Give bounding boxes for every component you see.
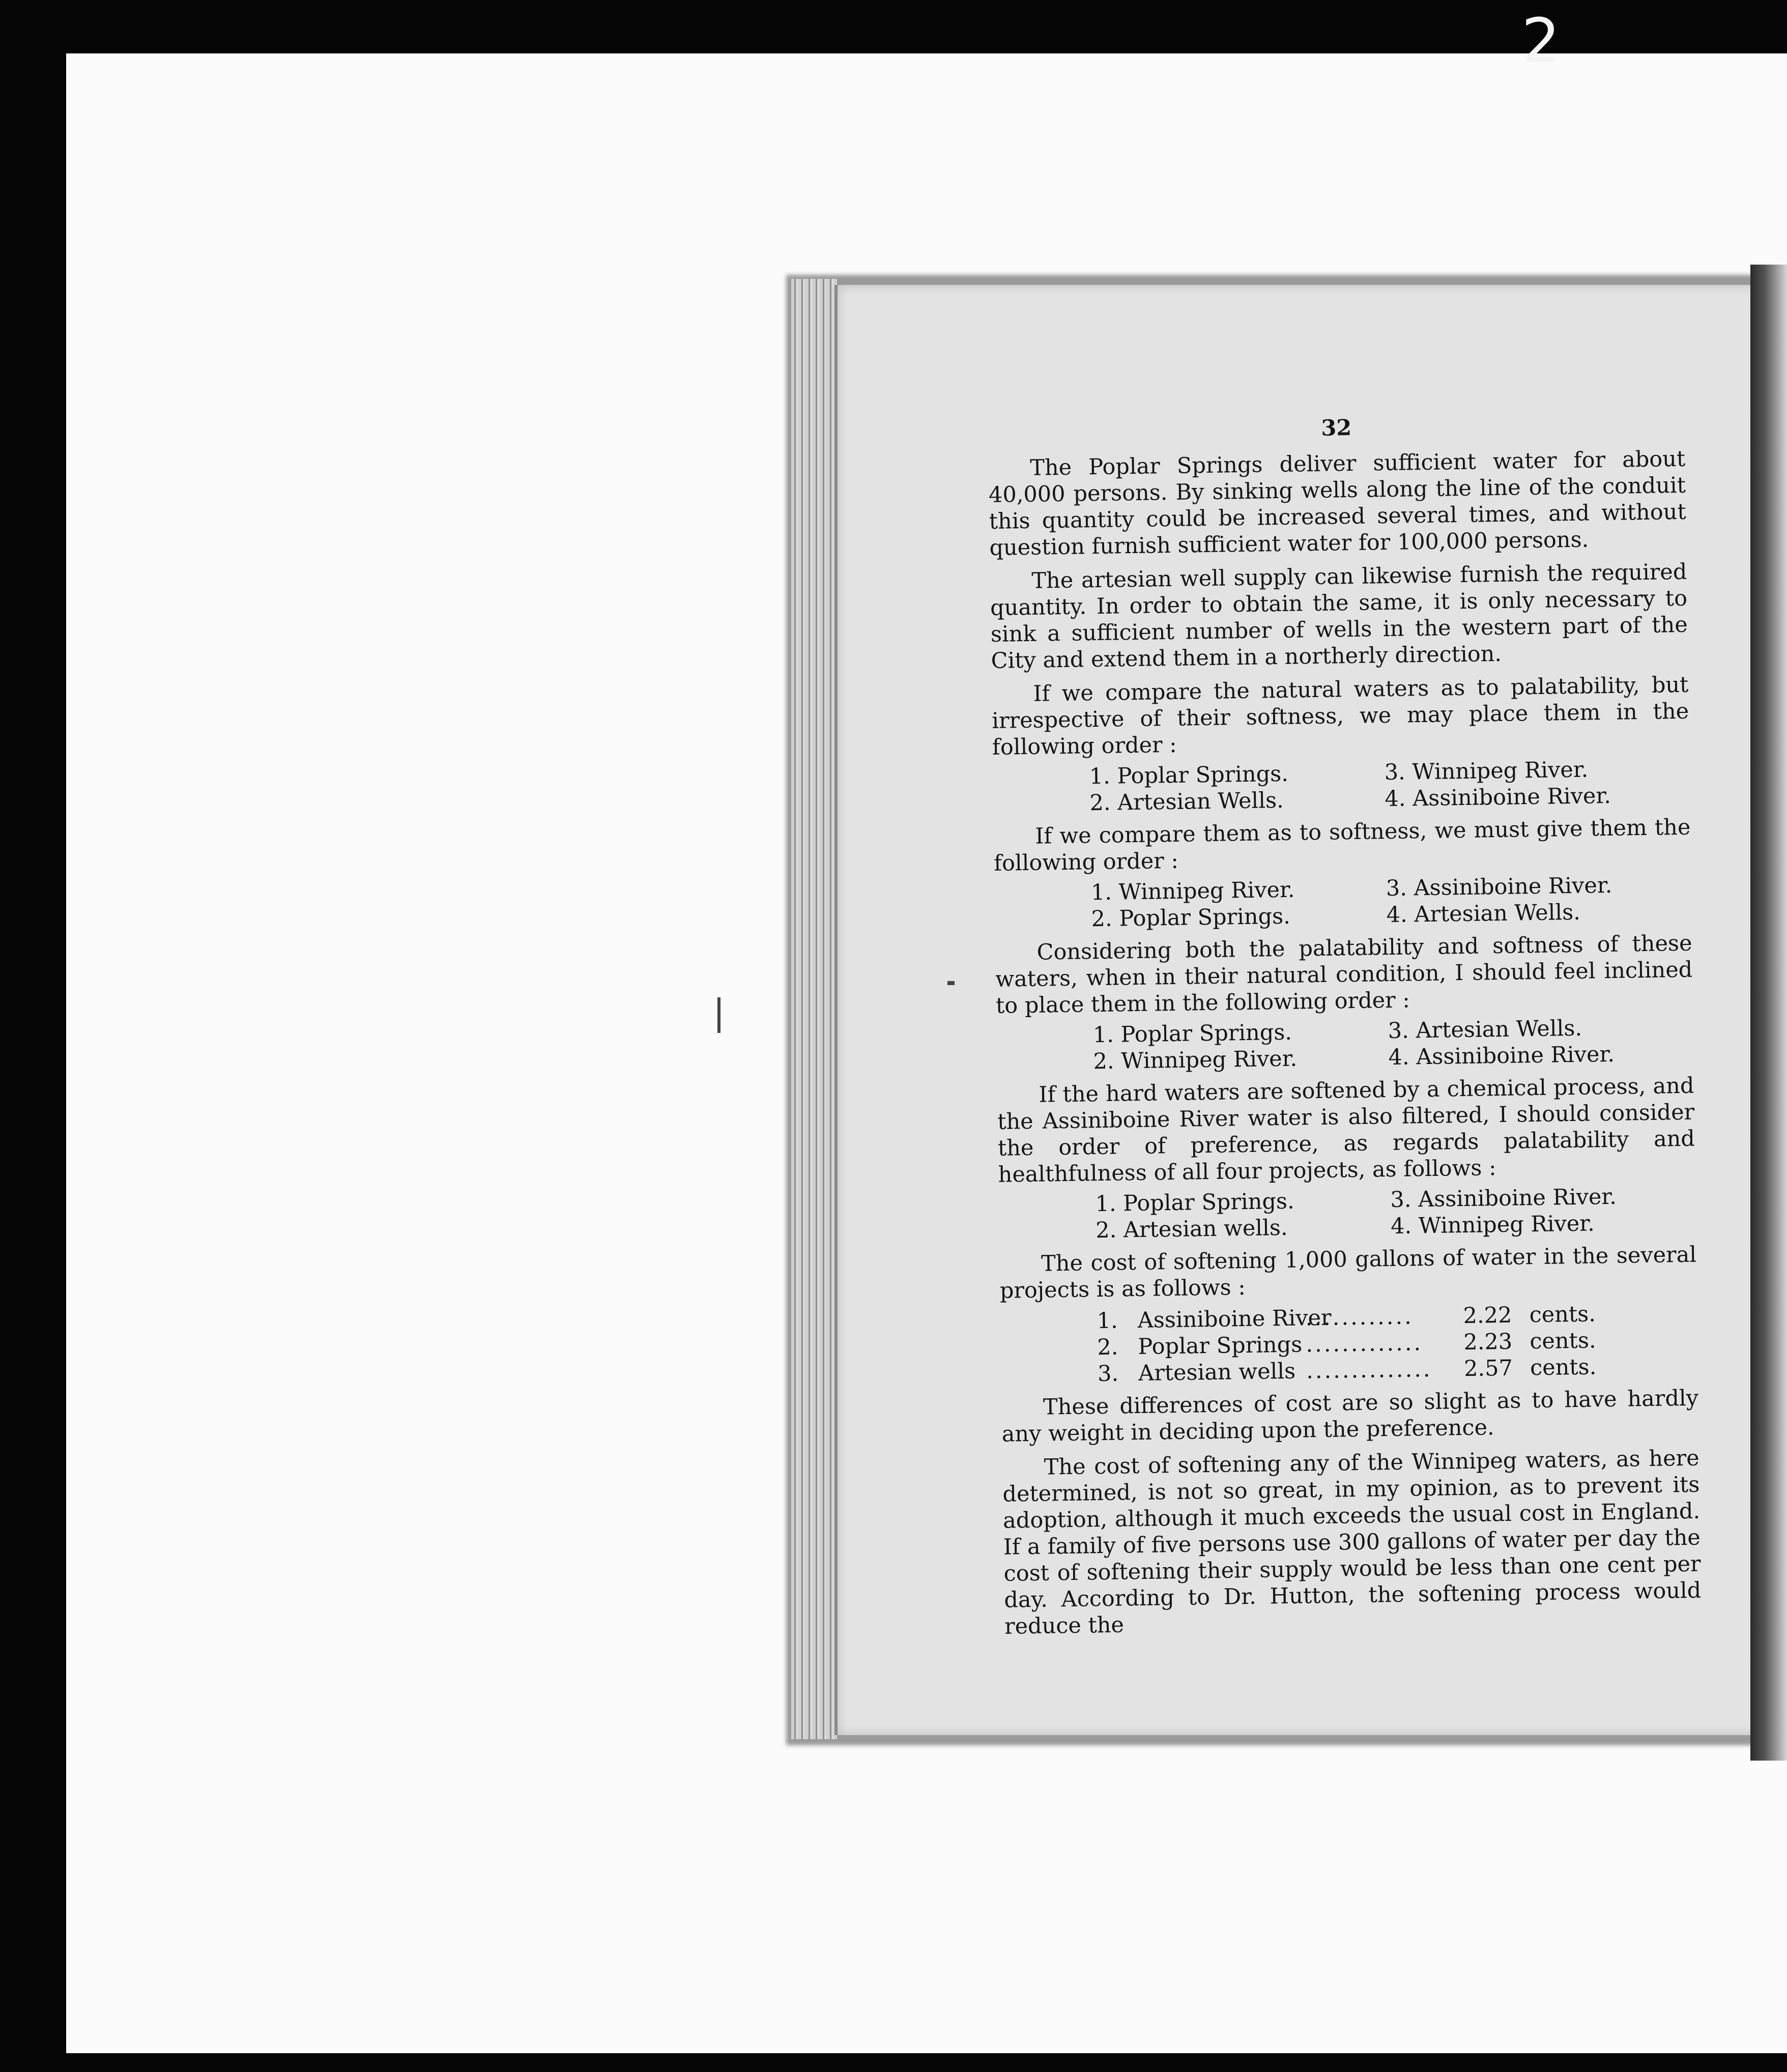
cost-number: 2. <box>1097 1334 1118 1361</box>
paragraph: The artesian well supply can likewise furnish the required quantity. In order to obtain the same, it is only necessary to sink a sufficient number of wells in the western part of the City and extend them in a northerly direction. <box>990 559 1688 674</box>
page-text-block <box>988 410 1702 1647</box>
scan-speck <box>947 981 955 985</box>
page-number: 32 <box>1321 415 1352 441</box>
palatability-order-list <box>1089 755 1690 816</box>
frame-mark: 2 <box>1521 6 1561 77</box>
cost-value: 2.23 <box>1463 1329 1513 1356</box>
cost-source: Poplar Springs <box>1138 1332 1303 1360</box>
cost-number: 3. <box>1097 1361 1119 1387</box>
cost-value: 2.57 <box>1463 1355 1513 1382</box>
leader-dots: ............ <box>1305 1304 1414 1331</box>
paragraph: These differences of cost are so slight as to have hardly any weight in deciding upon the preference. <box>1001 1385 1699 1447</box>
cost-source: Assiniboine River <box>1137 1305 1332 1334</box>
list-item: 3. Assiniboine River. <box>1386 872 1612 902</box>
cost-unit: cents. <box>1530 1328 1596 1355</box>
paragraph: If we compare the natural waters as to palatability, but irrespective of their softness, we may place them in the following order : <box>991 672 1689 760</box>
softened-order-list <box>1095 1183 1696 1244</box>
list-item: 2. Artesian wells. <box>1095 1215 1288 1244</box>
combined-order-list <box>1093 1014 1694 1075</box>
list-item: 2. Poplar Springs. <box>1091 903 1291 932</box>
list-item: 1. Poplar Springs. <box>1095 1188 1295 1217</box>
list-item: 3. Assiniboine River. <box>1390 1184 1617 1213</box>
cost-source: Artesian wells <box>1138 1358 1296 1387</box>
list-item: 1. Poplar Springs. <box>1092 1019 1292 1048</box>
list-item: 4. Assiniboine River. <box>1385 783 1611 812</box>
list-item: 1. Winnipeg River. <box>1090 877 1295 906</box>
list-item: 1. Poplar Springs. <box>1089 761 1289 790</box>
softening-cost-list <box>1097 1300 1698 1387</box>
paragraph: The cost of softening any of the Winnipeg waters, as here determined, is not so great, in my opinion, as to prevent its adoption, although it much exceeds the usual cost in England. If a family of five persons use 300 gallons of water per day the cost of softening their supply would be less than one cent per day. According to Dr. Hutton, the softening process would reduce the <box>1002 1445 1702 1639</box>
list-item: 4. Artesian Wells. <box>1386 899 1581 928</box>
cost-unit: cents. <box>1529 1301 1596 1328</box>
list-item: 3. Artesian Wells. <box>1388 1015 1582 1044</box>
leader-dots: ............. <box>1306 1330 1423 1358</box>
paragraph: If we compare them as to softness, we must give them the following order : <box>993 814 1691 876</box>
facing-page-edge <box>1750 265 1787 1761</box>
cost-number: 1. <box>1097 1308 1118 1334</box>
book-page <box>834 285 1774 1735</box>
list-item: 4. Assiniboine River. <box>1388 1041 1615 1071</box>
paragraph: The Poplar Springs deliver sufficient water for about 40,000 persons. By sinking wells along the line of the conduit this quantity could be increased several times, and without question furnish sufficient water for 100,000 persons. <box>988 446 1687 561</box>
cost-value: 2.22 <box>1463 1302 1512 1329</box>
softness-order-list <box>1091 871 1692 932</box>
list-item: 2. Winnipeg River. <box>1093 1046 1298 1075</box>
list-item: 2. Artesian Wells. <box>1089 787 1284 816</box>
leader-dots: .............. <box>1306 1356 1432 1384</box>
paragraph: Considering both the palatability and softness of these waters, when in their natural condition, I should feel inclined to place them in the following order : <box>995 930 1693 1019</box>
list-item: 4. Winnipeg River. <box>1390 1211 1595 1240</box>
paragraph: The cost of softening 1,000 gallons of water in the several projects is as follows : <box>999 1242 1697 1304</box>
cost-unit: cents. <box>1530 1354 1597 1381</box>
list-item: 3. Winnipeg River. <box>1384 757 1589 786</box>
scan-speck <box>717 997 720 1033</box>
page-stack-edges <box>791 279 837 1739</box>
paragraph: If the hard waters are softened by a chemical process, and the Assiniboine River water is also filtered, I should consider the order of preference, as regards palatability and healthfulness of all four projects, as follows : <box>997 1073 1695 1188</box>
